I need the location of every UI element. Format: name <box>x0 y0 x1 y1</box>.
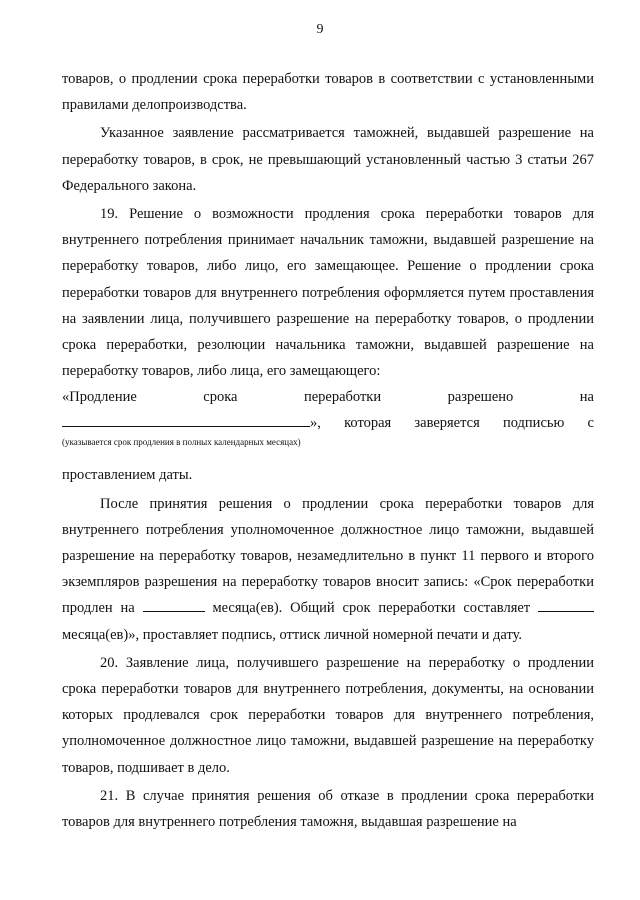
resolution-word: с <box>587 415 594 432</box>
resolution-word: подписью <box>502 415 565 432</box>
after-decision-text-b: месяца(ев). Общий срок переработки составляет <box>212 600 531 617</box>
resolution-word: которая <box>344 415 392 432</box>
resolution-word: переработки <box>303 389 382 406</box>
paragraph-19-end: проставлением даты. <box>62 467 193 484</box>
resolution-word: на <box>579 389 594 406</box>
paragraph-21: 21. В случае принятия решения об отказе в продлении срока переработки товаров для внутреннего потребления таможня, выдавшая разрешение на <box>62 787 594 831</box>
after-decision-text-a: После принятия решения о продлении срока переработки товаров для внутреннего потребления уполномоченное должностное лицо таможни, выдавшей разрешение на переработку товаров, незамедлительно в пункт 11 первого и второго экземпляров разрешения на переработку товаров вносит запись: «Срок переработки продлен на <box>62 495 594 617</box>
total-term-blank <box>538 597 594 612</box>
resolution-word: «Продление <box>62 389 137 406</box>
resolution-word: заверяется <box>414 415 480 432</box>
paragraph-19: 19. Решение о возможности продления срока переработки товаров для внутреннего потребления принимает начальник таможни, выдавшей разрешение на переработку товаров, либо лицо, его замещающее. Решение о продлении срока переработки товаров для внутреннего потребления оформляется путем проставления на заявлении лица, получившего разрешение на переработку товаров, о продлении срока переработки, резолюции начальника таможни, выдавшей разрешение на переработку товаров, либо лица, его замещающего: <box>62 206 594 380</box>
after-decision-text-c: месяца(ев)», проставляет подпись, оттиск личной номерной печати и дату. <box>62 626 523 643</box>
resolution-line-2 <box>62 410 594 436</box>
paragraph-application-review: Указанное заявление рассматривается таможней, выдавшей разрешение на переработку товаров, в срок, не превышающий установленный частью 3 статьи 267 Федерального закона. <box>62 125 594 194</box>
resolution-word: », <box>310 415 321 432</box>
resolution-footnote: (указывается срок продления в полных календарных месяцах) <box>62 437 301 448</box>
resolution-line-1 <box>62 384 594 410</box>
resolution-word: разрешено <box>447 389 514 406</box>
paragraph-after-decision <box>62 491 594 648</box>
paragraph-continuation: товаров, о продлении срока переработки товаров в соответствии с установленными правилами делопроизводства. <box>62 71 594 114</box>
paragraph-20: 20. Заявление лица, получившего разрешение на переработку о продлении срока переработки товаров для внутреннего потребления, документы, на основании которых продлевался срок переработки товаров для внутреннего потребления, уполномоченное должностное лицо таможни, выдавшей разрешение на переработку товаров, подшивает в дело. <box>62 654 594 776</box>
extension-term-blank <box>62 412 310 427</box>
document-body <box>62 66 594 835</box>
resolution-word: срока <box>203 389 238 406</box>
months-extended-blank <box>143 597 205 612</box>
page-number: 9 <box>316 22 324 37</box>
